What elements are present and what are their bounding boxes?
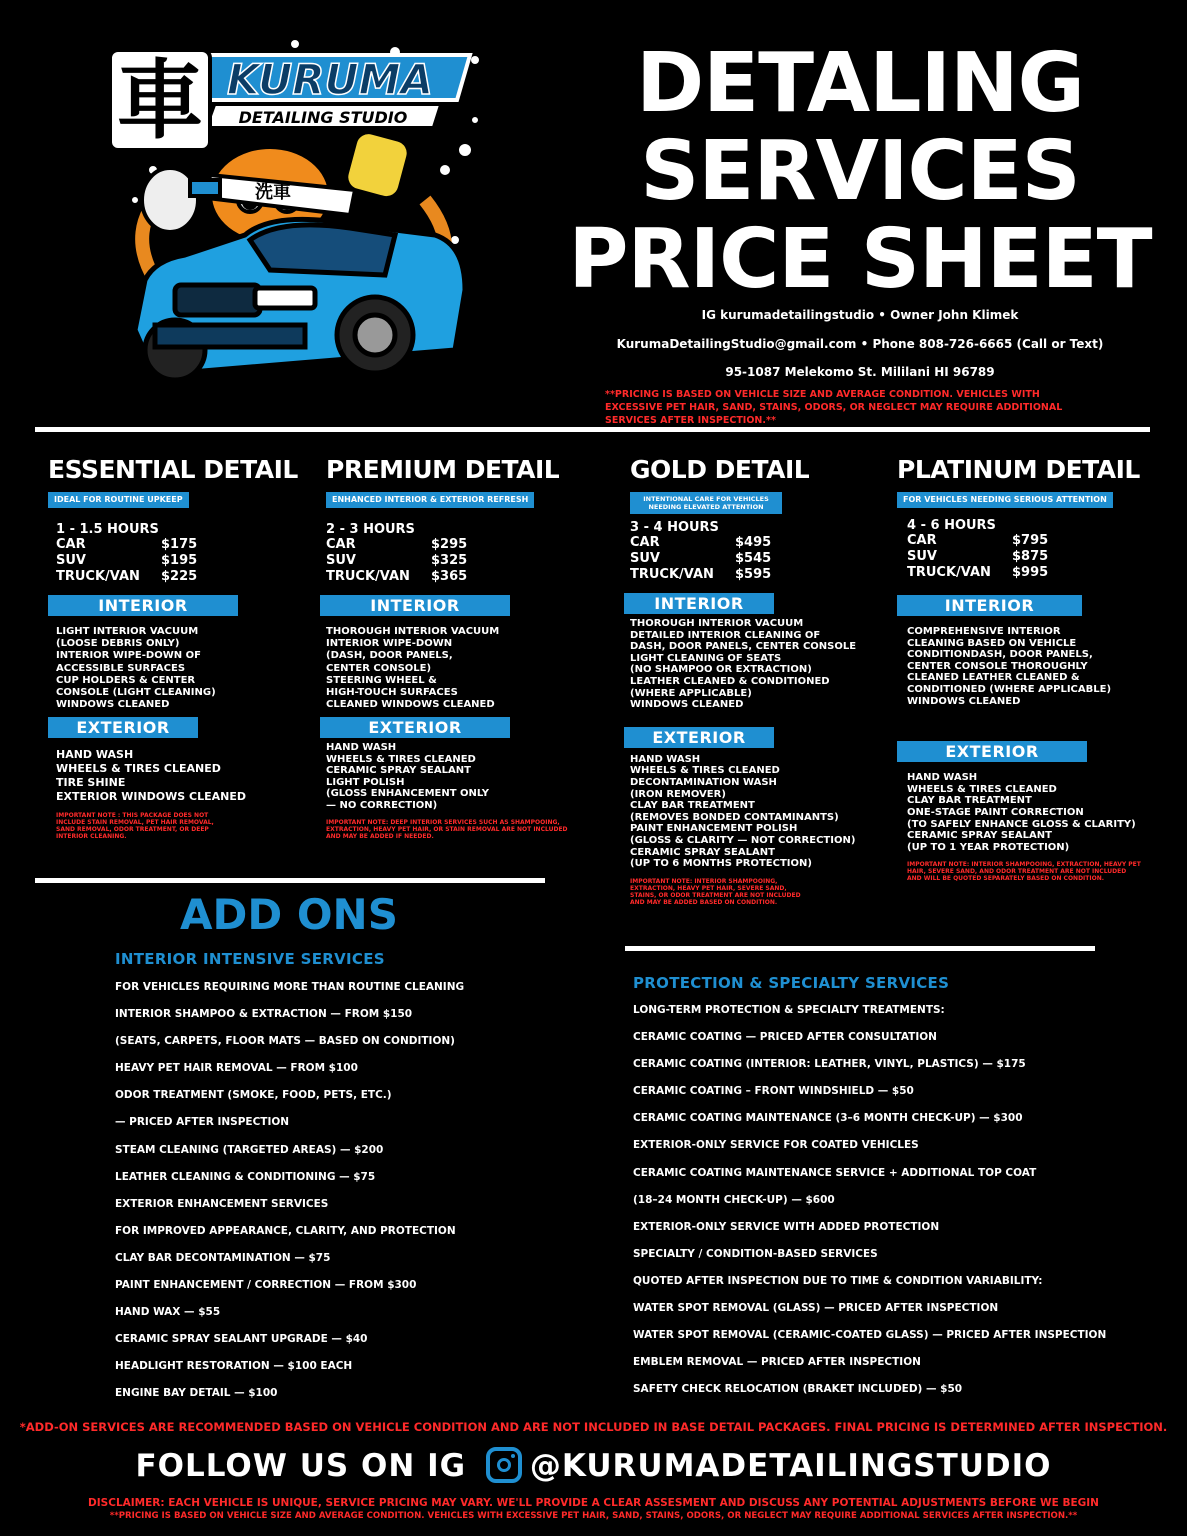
price: $875 [1012,549,1049,564]
package-tag: INTENTIONAL CARE FOR VEHICLES NEEDING ELEVATED ATTENTION [630,492,782,514]
price-row [56,553,313,569]
package-tag: FOR VEHICLES NEEDING SERIOUS ATTENTION [897,492,1113,508]
divider-top [35,427,1150,432]
interior-intensive-heading: INTERIOR INTENSIVE SERVICES [115,950,385,968]
list-item: SAFETY CHECK RELOCATION (BRAKET INCLUDED) — $50 [633,1383,963,1396]
addons-right-list [633,1004,1106,1410]
list-item: CERAMIC COATING MAINTENANCE SERVICE + ADDITIONAL TOP COAT [633,1166,1037,1179]
list-item: (18–24 MONTH CHECK-UP) — $600 [633,1193,835,1206]
price: $795 [1012,533,1049,548]
kuruma-logo [95,30,490,400]
list-item: LEATHER CLEANING & CONDITIONING — $75 [115,1170,376,1183]
list-item: ODOR TREATMENT (SMOKE, FOOD, PETS, ETC.) [115,1089,392,1102]
vehicle-type: SUV [907,549,937,564]
exterior-heading: EXTERIOR [624,727,774,748]
vehicle-type: CAR [56,537,86,552]
vehicle-type: CAR [630,535,660,550]
price: $995 [1012,565,1049,580]
interior-heading: INTERIOR [320,595,510,616]
addons-left-list [115,981,464,1415]
contact-address: 95-1087 Melekomo St. Mililani HI 96789 [725,365,995,379]
price: $495 [735,535,772,550]
package-platinum [897,455,1162,882]
list-item: HEAVY PET HAIR REMOVAL — FROM $100 [115,1062,358,1075]
list-item: EXTERIOR ENHANCEMENT SERVICES [115,1197,329,1210]
headband-text: 洗車 [255,182,291,203]
price: $365 [431,569,468,584]
addons-title: ADD ONS [180,890,398,939]
list-item: INTERIOR SHAMPOO & EXTRACTION — FROM $150 [115,1008,413,1021]
ig-handle[interactable]: @KURUMADETAILINGSTUDIO [529,1448,1052,1484]
package-hours: 1 - 1.5 HOURS [56,522,159,537]
list-item: PAINT ENHANCEMENT / CORRECTION — FROM $300 [115,1279,417,1292]
important-note: IMPORTANT NOTE: INTERIOR SHAMPOOING, EXTRACTION, HEAVY PET HAIR, SEVERE SAND, AND ODOR TREATMENT ARE NOT INCLUDED AND WILL BE QUOTED SEPARATELY BASED ON CONDITION. [907,861,1141,883]
list-item: HAND WAX — $55 [115,1306,221,1319]
page-title [560,36,1160,307]
list-item: CERAMIC SPRAY SEALANT UPGRADE — $40 [115,1333,368,1346]
exterior-list: HAND WASH WHEELS & TIRES CLEANED CERAMIC SPRAY SEALANT LIGHT POLISH (GLOSS ENHANCEMENT ONLY — NO CORRECTION) [326,742,489,811]
package-premium [326,455,591,840]
list-item: CERAMIC COATING – FRONT WINDSHIELD — $50 [633,1085,914,1098]
pricing-note-bottom: **PRICING IS BASED ON VEHICLE SIZE AND AVERAGE CONDITION. VEHICLES WITH EXCESSIVE PET HAIR, SAND, STAINS, ODORS, OR NEGLECT MAY REQUIRE ADDITIONAL SERVICES AFTER INSPECTION.** [109,1511,1078,1521]
package-name: ESSENTIAL DETAIL [48,455,298,484]
exterior-heading: EXTERIOR [48,717,198,738]
price-row [326,569,591,585]
list-item: ENGINE BAY DETAIL — $100 [115,1387,278,1400]
vehicle-type: TRUCK/VAN [56,569,140,584]
list-item: CLAY BAR DECONTAMINATION — $75 [115,1251,331,1264]
list-item: CERAMIC COATING MAINTENANCE (3–6 MONTH CHECK-UP) — $300 [633,1112,1023,1125]
vehicle-type: CAR [907,533,937,548]
list-item: HEADLIGHT RESTORATION — $100 EACH [115,1360,353,1373]
list-item: STEAM CLEANING (TARGETED AREAS) — $200 [115,1143,384,1156]
title-line-2: SERVICES [640,124,1080,219]
package-hours: 4 - 6 HOURS [907,518,996,533]
package-name: PLATINUM DETAIL [897,455,1140,484]
list-item: EXTERIOR-ONLY SERVICE WITH ADDED PROTECTION [633,1220,940,1233]
divider-left [35,878,545,883]
price-row [630,535,895,551]
title-line-1: DETALING [636,36,1084,131]
important-note: IMPORTANT NOTE: INTERIOR SHAMPOOING, EXTRACTION, HEAVY PET HAIR, SEVERE SAND, STAINS, OR ODOR TREATMENT ARE NOT INCLUDED AND MAY BE ADDED BASED ON CONDITION. [630,877,801,906]
list-item: WATER SPOT REMOVAL (CERAMIC-COATED GLASS) — PRICED AFTER INSPECTION [633,1329,1107,1342]
vehicle-type: TRUCK/VAN [630,567,714,582]
package-essential [48,455,313,840]
list-item: EMBLEM REMOVAL — PRICED AFTER INSPECTION [633,1356,921,1369]
package-hours: 2 - 3 HOURS [326,522,415,537]
price-row [907,565,1162,581]
follow-text: FOLLOW US ON IG [135,1448,467,1484]
price: $545 [735,551,772,566]
price: $325 [431,553,468,568]
list-item: LONG-TERM PROTECTION & SPECIALTY TREATMENTS: [633,1004,945,1016]
price-row [630,551,895,567]
package-tag: ENHANCED INTERIOR & EXTERIOR REFRESH [326,492,534,508]
contact-ig-owner: IG kurumadetailingstudio • Owner John Klimek [701,308,1019,322]
list-item: QUOTED AFTER INSPECTION DUE TO TIME & CONDITION VARIABILITY: [633,1274,1043,1287]
exterior-list: HAND WASH WHEELS & TIRES CLEANED CLAY BAR TREATMENT ONE-STAGE PAINT CORRECTION (TO SAFELY ENHANCE GLOSS & CLARITY) CERAMIC SPRAY SEALANT (UP TO 1 YEAR PROTECTION) [907,772,1136,853]
vehicle-type: TRUCK/VAN [326,569,410,584]
price-row [907,549,1162,565]
price-row [907,533,1162,549]
exterior-list: HAND WASH WHEELS & TIRES CLEANED DECONTAMINATION WASH (IRON REMOVER) CLAY BAR TREATMENT (REMOVES BONDED CONTAMINANTS) PAINT ENHANCEMENT POLISH (GLOSS & CLARITY — NOT CORRECTION) CERAMIC SPRAY SEALANT (UP TO 6 MONTHS PROTECTION) [630,753,856,870]
exterior-list: HAND WASH WHEELS & TIRES CLEANED TIRE SHINE EXTERIOR WINDOWS CLEANED [56,748,246,804]
vehicle-type: TRUCK/VAN [907,565,991,580]
package-name: GOLD DETAIL [630,455,810,484]
price: $195 [161,553,198,568]
price-row [56,537,313,553]
price: $595 [735,567,772,582]
price-row [326,553,591,569]
price: $225 [161,569,198,584]
interior-heading: INTERIOR [897,595,1082,616]
list-item: CERAMIC COATING — PRICED AFTER CONSULTATION [633,1031,937,1044]
package-hours: 3 - 4 HOURS [630,520,719,535]
interior-list: THOROUGH INTERIOR VACUUM INTERIOR WIPE-DOWN (DASH, DOOR PANELS, CENTER CONSOLE) STEERING WHEEL & HIGH-TOUCH SURFACES CLEANED WINDOWS CLEANED [326,626,500,711]
contact-email-phone: KurumaDetailingStudio@gmail.com • Phone 808-726-6665 (Call or Text) [616,337,1104,351]
interior-list: LIGHT INTERIOR VACUUM (LOOSE DEBRIS ONLY) INTERIOR WIPE-DOWN OF ACCESSIBLE SURFACES CUP HOLDERS & CENTER CONSOLE (LIGHT CLEANING) WINDOWS CLEANED [56,626,216,711]
divider-right [625,946,1095,951]
price: $175 [161,537,198,552]
important-note: IMPORTANT NOTE: DEEP INTERIOR SERVICES SUCH AS SHAMPOOING, EXTRACTION, HEAVY PET HAIR, OR STAIN REMOVAL ARE NOT INCLUDED AND MAY BE ADDED IF NEEDED. [326,819,568,841]
list-item: FOR VEHICLES REQUIRING MORE THAN ROUTINE CLEANING [115,981,465,993]
package-gold [630,455,895,906]
interior-list: COMPREHENSIVE INTERIOR CLEANING BASED ON VEHICLE CONDITIONDASH, DOOR PANELS, CENTER CONSOLE THOROUGHLY CLEANED LEATHER CLEANED & CONDITIONED (WHERE APPLICABLE) WINDOWS CLEANED [907,626,1112,707]
list-item: SPECIALTY / CONDITION-BASED SERVICES [633,1247,878,1260]
interior-heading: INTERIOR [48,595,238,616]
list-item: (SEATS, CARPETS, FLOOR MATS — BASED ON CONDITION) [115,1035,455,1048]
price-row [630,567,895,583]
interior-list: THOROUGH INTERIOR VACUUM DETAILED INTERIOR CLEANING OF DASH, DOOR PANELS, CENTER CONSOLE LIGHT CLEANING OF SEATS (NO SHAMPOO OR EXTRACTION) LEATHER CLEANED & CONDITIONED (WHERE APPLICABLE) WINDOWS CLEANED [630,618,857,711]
title-line-3: PRICE SHEET [568,212,1152,307]
price-row [326,537,591,553]
vehicle-type: CAR [326,537,356,552]
logo-brand: KURUMA [227,55,433,104]
addon-note: *ADD-ON SERVICES ARE RECOMMENDED BASED ON VEHICLE CONDITION AND ARE NOT INCLUDED IN BASE DETAIL PACKAGES. FINAL PRICING IS DETERMINED AFTER INSPECTION. [19,1420,1168,1434]
pricing-note-top: **PRICING IS BASED ON VEHICLE SIZE AND AVERAGE CONDITION. VEHICLES WITH EXCESSIVE PET HAIR, SAND, STAINS, ODORS, OR NEGLECT MAY REQUIRE ADDITIONAL SERVICES AFTER INSPECTION.** [605,389,1063,426]
list-item: EXTERIOR-ONLY SERVICE FOR COATED VEHICLES [633,1139,919,1152]
price-row [56,569,313,585]
list-item: WATER SPOT REMOVAL (GLASS) — PRICED AFTER INSPECTION [633,1302,999,1315]
exterior-heading: EXTERIOR [320,717,510,738]
logo-sub: DETAILING STUDIO [238,108,408,127]
vehicle-type: SUV [326,553,356,568]
vehicle-type: SUV [630,551,660,566]
important-note: IMPORTANT NOTE : THIS PACKAGE DOES NOT INCLUDE STAIN REMOVAL, PET HAIR REMOVAL, SAND REMOVAL, ODOR TREATMENT, OR DEEP INTERIOR CLEANING. [56,812,214,841]
vehicle-type: SUV [56,553,86,568]
price: $295 [431,537,468,552]
follow-line [0,1448,1187,1486]
package-tag: IDEAL FOR ROUTINE UPKEEP [48,492,189,508]
list-item: CERAMIC COATING (INTERIOR: LEATHER, VINYL, PLASTICS) — $175 [633,1058,1026,1071]
exterior-heading: EXTERIOR [897,741,1087,762]
interior-heading: INTERIOR [624,593,774,614]
package-name: PREMIUM DETAIL [326,455,560,484]
disclaimer: DISCLAIMER: EACH VEHICLE IS UNIQUE, SERVICE PRICING MAY VARY. WE'LL PROVIDE A CLEAR ASSESMENT AND DISCUSS ANY POTENTIAL ADJUSTMENTS BEFORE WE BEGIN [88,1497,1099,1509]
logo-kanji: 車 [117,51,203,151]
protection-heading: PROTECTION & SPECIALTY SERVICES [633,974,950,992]
list-item: FOR IMPROVED APPEARANCE, CLARITY, AND PROTECTION [115,1224,456,1237]
instagram-icon [486,1447,522,1483]
list-item: — PRICED AFTER INSPECTION [115,1116,290,1129]
